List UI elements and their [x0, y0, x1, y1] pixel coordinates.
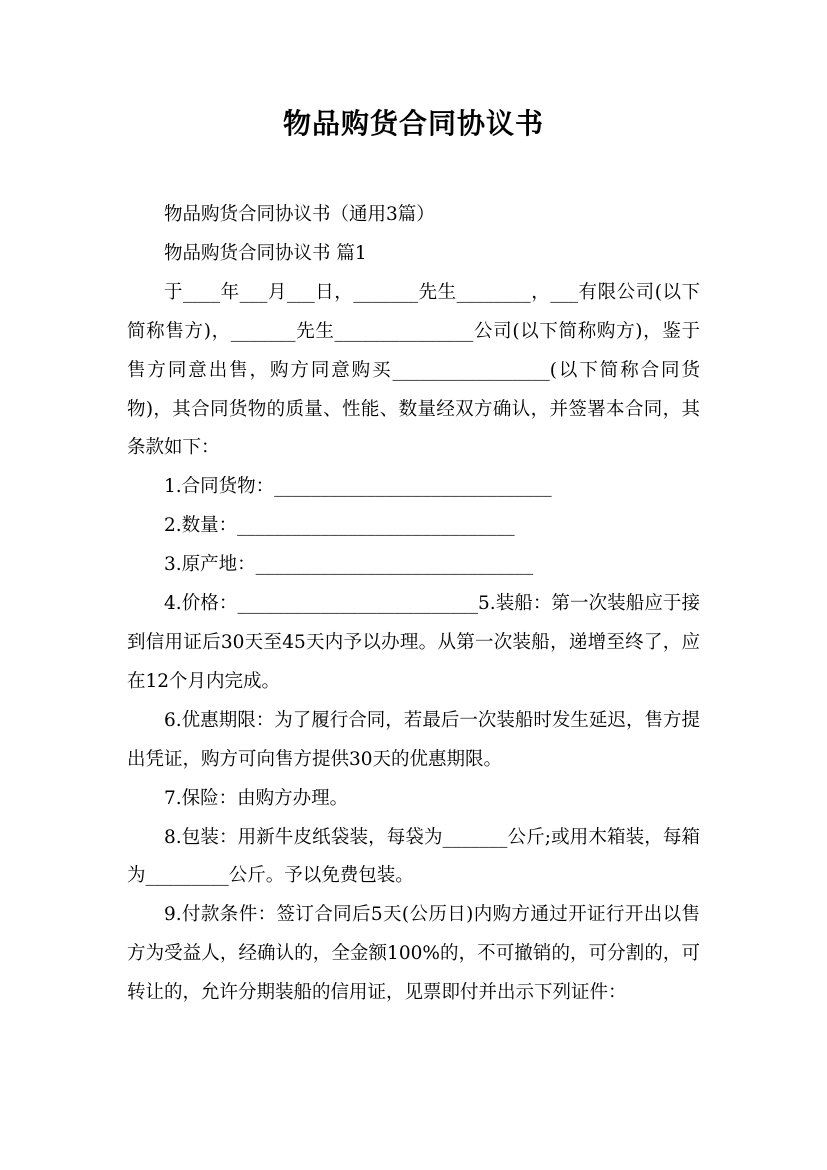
clause-insurance: 7.保险：由购方办理。: [164, 787, 349, 809]
section-heading: 物品购货合同协议书 篇1: [164, 242, 367, 264]
clause-goods: 1.合同货物：______________________________: [164, 476, 552, 498]
document-subtitle: 物品购货合同协议书（通用3篇）: [164, 204, 435, 225]
document-body: [127, 196, 700, 1013]
clause-origin: 3.原产地：______________________________: [164, 554, 534, 576]
clause-payment: 9.付款条件：签订合同后5天(公历日)内购方通过开证行开出以售方为受益人，经确认的，全金额100%的，不可撤销的，可分割的，可转让的，允许分期装船的信用证，见票即付并出示下列证件：: [127, 904, 700, 1004]
clause-grace-period: 6.优惠期限：为了履行合同，若最后一次装船时发生延迟，售方提出凭证，购方可向售方提供30天的优惠期限。: [127, 709, 700, 770]
clause-packing: 8.包装：用新牛皮纸袋装，每袋为_______公斤;或用木箱装，每箱为_________公斤。予以免费包装。: [127, 826, 700, 887]
clause-price-shipment: 4.价格：__________________________5.装船：第一次装船应于接到信用证后30天至45天内予以办理。从第一次装船，递增至终了，应在12个月内完成。: [127, 593, 700, 692]
clause-quantity: 2.数量：______________________________: [164, 515, 515, 537]
preamble-paragraph: 于____年___月___日，_______先生________，___有限公司(以下简称售方)，_______先生_______________公司(以下简称购方)，鉴于售方同意出售，购方同意购买_________________(以下简称合同货物)，其合同货物的质量、性能、数量经双方确认，并签署本合同，其条款如下：: [127, 281, 700, 459]
document-title: 物品购货合同协议书: [282, 107, 544, 140]
